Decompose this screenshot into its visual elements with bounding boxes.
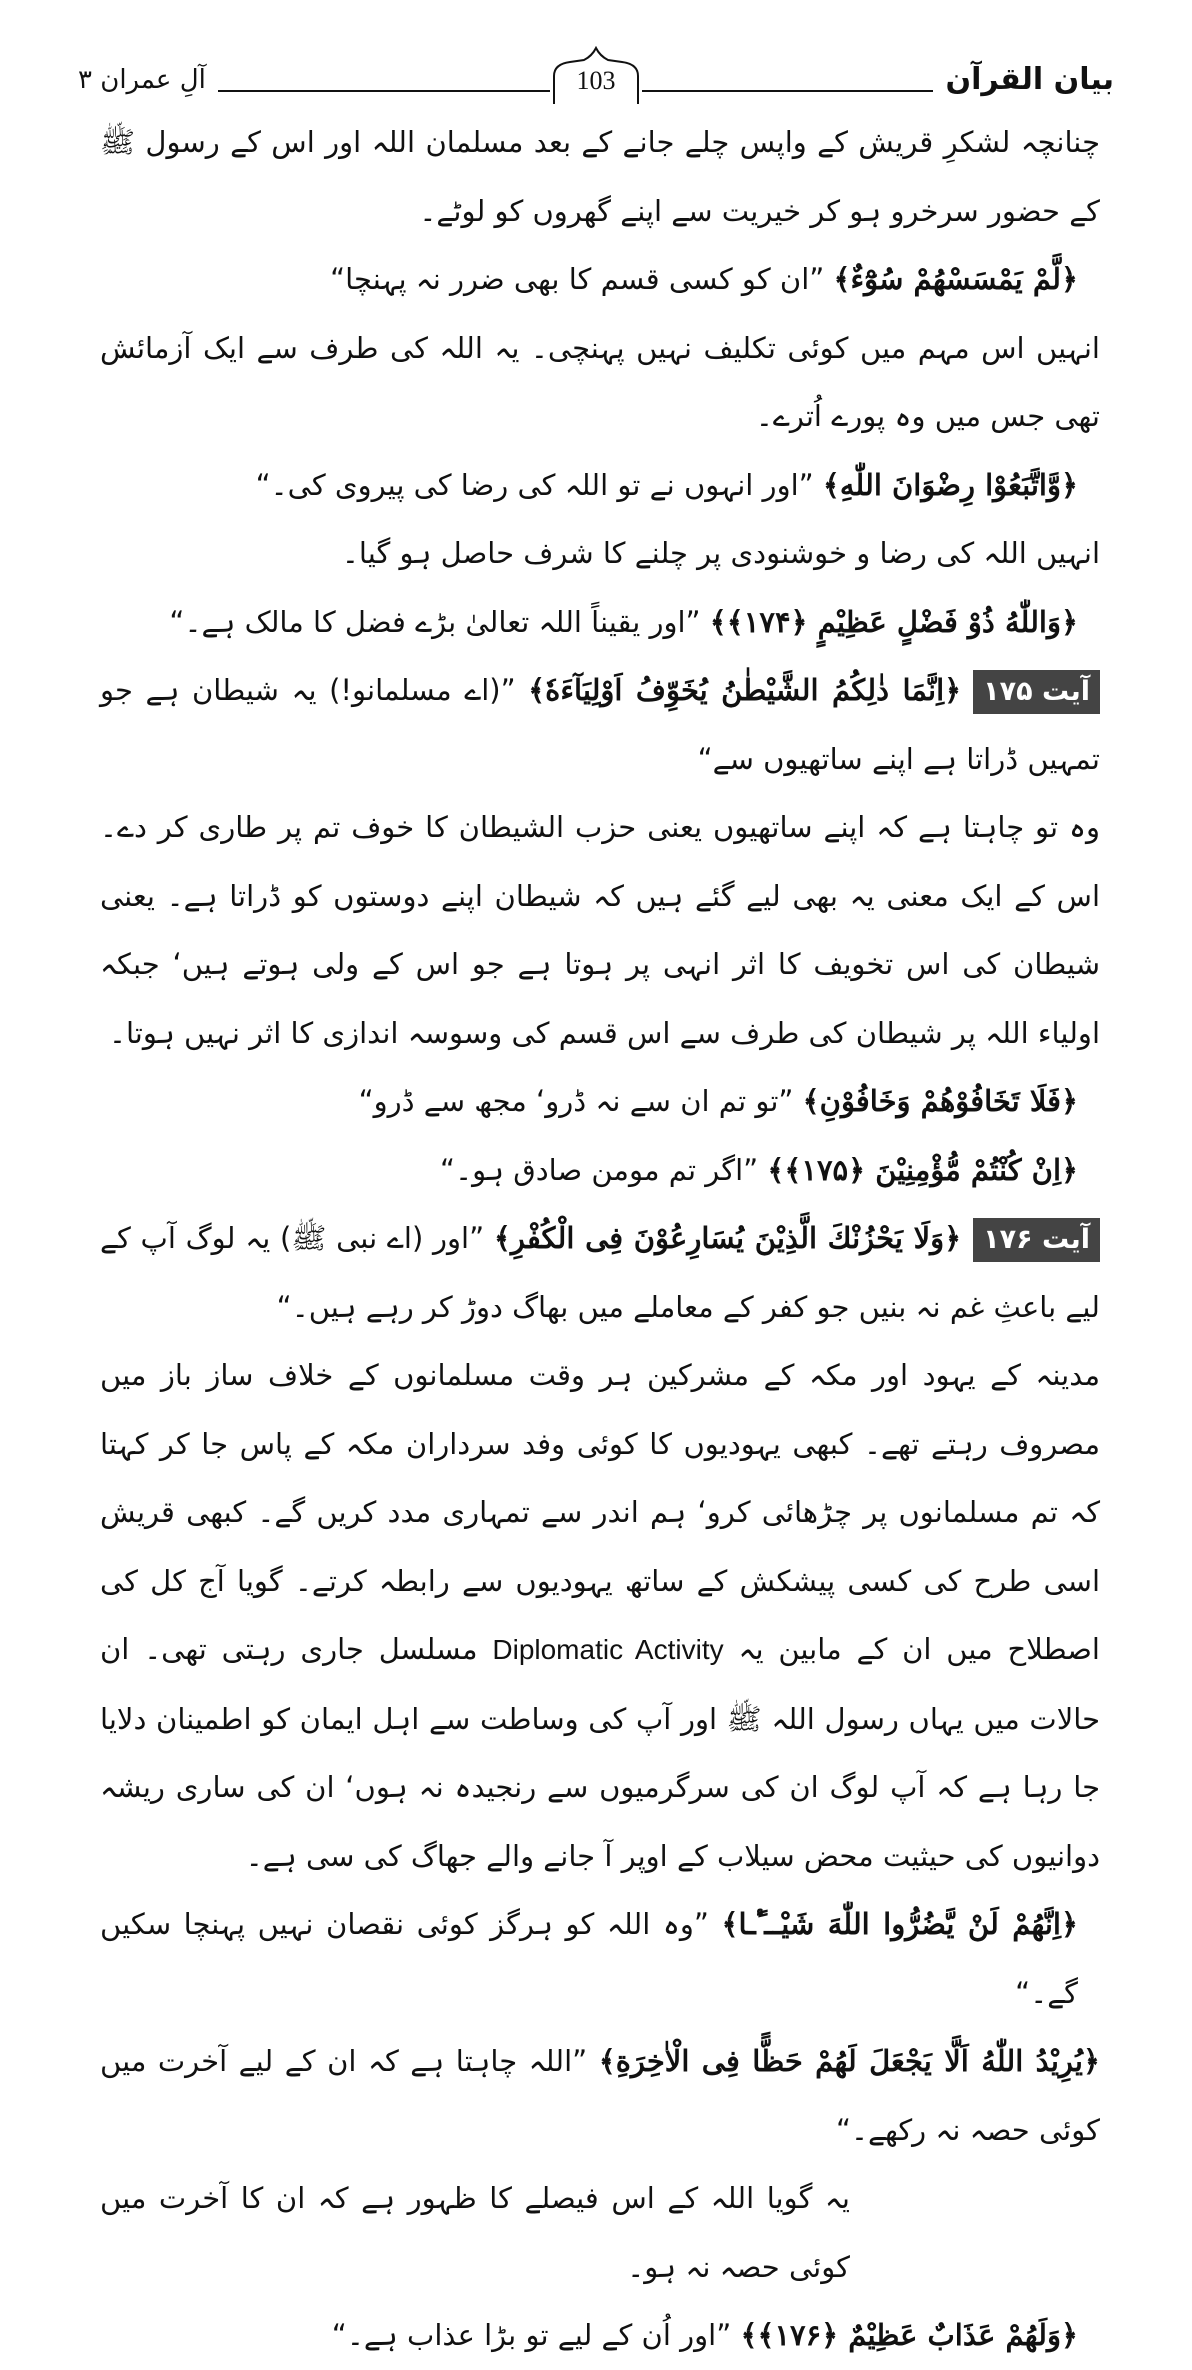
paragraph-6: یہ گویا اللہ کے اس فیصلے کا ظہور ہے کہ ان کا آخرت میں کوئی حصہ نہ ہو۔ [100, 2181, 850, 2284]
verse-translation: ”اور یقیناً اللہ تعالیٰ بڑے فضل کا مالک ہے۔“ [169, 604, 701, 639]
ayah-175-badge: آیت ۱۷۵ [973, 670, 1100, 714]
verse-arabic: وَلَهُمْ عَذَابٌ عَظِیْمٌ ﴿۱۷۶﴾ [757, 2318, 1061, 2352]
verse-translation: ”ان کو کسی قسم کا بھی ضرر نہ پہنچا“ [330, 262, 825, 296]
verse-arabic: وَاللّٰهُ ذُوْ فَضْلٍ عَظِیْمٍ ﴿۱۷۴﴾ [726, 604, 1061, 639]
verse-translation: ”اگر تم مومن صادق ہو۔“ [440, 1152, 759, 1187]
book-title: بیان القرآن [933, 60, 1114, 100]
bracket-close: ﴾ [802, 1084, 820, 1118]
verse-translation: ”وہ اللہ کو ہرگز کوئی نقصان نہیں پہنچا سکیں گے۔“ [100, 1907, 1078, 2010]
ayah-175-translation: ”(اے مسلمانو!) یہ شیطان ہے جو تمہیں ڈراتا ہے اپنے ساتھیوں سے“ [100, 673, 1100, 776]
bracket-open: ﴿ [1061, 262, 1078, 296]
verse-arabic: اِنَّهُمْ لَنْ یَّضُرُّوا اللّٰهَ شَیْــٴًـا [738, 1907, 1061, 1941]
verse-7 [100, 2027, 1100, 2164]
bracket-open: ﴿ [1061, 604, 1078, 639]
bracket-open: ﴿ [1061, 467, 1078, 502]
bracket-open: ﴿ [1061, 1084, 1078, 1118]
bracket-open: ﴿ [944, 1221, 962, 1255]
verse-translation: ”تو تم ان سے نہ ڈرو‘ مجھ سے ڈرو“ [358, 1084, 794, 1118]
verse-translation: ”اور اُن کے لیے تو بڑا عذاب ہے۔“ [331, 2318, 732, 2352]
bracket-close: ﴾ [767, 1152, 785, 1187]
verse-arabic: لَّمْ یَمْسَسْهُمْ سُوْٓءٌ [850, 262, 1061, 296]
bracket-close: ﴾ [721, 1907, 739, 1941]
paragraph-5-part-1: مدینہ کے یہود اور مکہ کے مشرکین ہر وقت مسلمانوں کے خلاف ساز باز میں مصروف رہتے تھے۔ کبھی یہودیوں کا کوئی وفد سرداران مکہ کے پاس جا کر کہتا کہ تم مسلمانوں پر چڑھائی کرو‘ ہم اندر سے تمہاری مدد کریں گے۔ کبھی قریش اسی طرح کی کسی پیشکش کے ساتھ یہودیوں سے رابطہ کرتے۔ گویا آج کل کی اصطلاح میں ان کے مابین یہ [100, 1358, 1100, 1666]
ayah-176 [100, 1204, 1100, 1341]
paragraph-4: وہ تو چاہتا ہے کہ اپنے ساتھیوں یعنی حزب الشیطان کا خوف تم پر طاری کر دے۔ اس کے ایک معنی یہ بھی لیے گئے ہیں کہ شیطان اپنے دوستوں کو ڈراتا ہے۔ یعنی شیطان کی اس تخویف کا اثر انہی پر ہوتا ہے جو اس کے ولی ہوتے ہیں‘ جبکہ اولیاء اللہ پر شیطان کی طرف سے اس قسم کی وسوسہ اندازی کا اثر نہیں ہوتا۔ [100, 810, 1100, 1050]
page-header [78, 38, 1114, 108]
verse-4 [100, 1067, 1100, 1136]
page-number-ornament [550, 46, 642, 106]
bracket-close: ﴾ [528, 673, 546, 707]
bracket-open: ﴿ [1061, 1907, 1078, 1941]
surah-name: آلِ عمران ۳ [78, 62, 218, 98]
ayah-176-badge: آیت ۱۷۶ [973, 1218, 1100, 1262]
page-number: 103 [576, 66, 616, 95]
paragraph-1: چنانچہ لشکرِ قریش کے واپس چلے جانے کے بعد مسلمان اللہ اور اس کے رسول ﷺ کے حضور سرخرو ہو کر خیریت سے اپنے گھروں کو لوٹے۔ [100, 125, 1100, 228]
ayah-175-arabic: اِنَّمَا ذٰلِكُمُ الشَّیْطٰنُ یُخَوِّفُ اَوْلِیَآءَهٗ [545, 673, 945, 707]
verse-translation: ”اور انہوں نے تو اللہ کی رضا کی پیروی کی۔“ [255, 467, 814, 502]
paragraph-3: انہیں اللہ کی رضا و خوشنودی پر چلنے کا شرف حاصل ہو گیا۔ [341, 536, 1100, 570]
verse-arabic: یُرِیْدُ اللّٰهُ اَلَّا یَجْعَلَ لَهُمْ حَظًّا فِی الْاٰخِرَةِ [615, 2044, 1084, 2078]
verse-1 [100, 245, 1100, 314]
english-term: Diplomatic Activity [492, 1634, 724, 1665]
bracket-open: ﴿ [1061, 2318, 1078, 2352]
ayah-175 [100, 656, 1100, 793]
bracket-open: ﴿ [1083, 2044, 1101, 2078]
verse-arabic: فَلَا تَخَافُوْهُمْ وَخَافُوْنِ [819, 1084, 1061, 1118]
bracket-close: ﴾ [493, 1221, 511, 1255]
bracket-open: ﴿ [944, 673, 962, 707]
verse-8 [100, 2301, 1100, 2370]
verse-3 [100, 588, 1100, 657]
verse-arabic: اِنْ كُنْتُمْ مُّؤْمِنِیْنَ ﴿۱۷۵﴾ [784, 1152, 1061, 1187]
verse-2 [100, 451, 1100, 520]
ayah-176-translation: ”اور (اے نبی ﷺ) یہ لوگ آپ کے لیے باعثِ غم نہ بنیں جو کفر کے معاملے میں بھاگ دوڑ کر رہے ہیں۔“ [100, 1221, 1100, 1324]
bracket-close: ﴾ [598, 2044, 616, 2078]
bracket-close: ﴾ [740, 2318, 758, 2352]
bracket-close: ﴾ [709, 604, 727, 639]
paragraph-5-part-2: مسلسل جاری رہتی تھی۔ ان حالات میں یہاں رسول اللہ ﷺ اور آپ کی وساطت سے اہل ایمان کو اطمینان دلایا جا رہا ہے کہ آپ لوگ ان کی سرگرمیوں سے رنجیدہ نہ ہوں‘ ان کی ساری ریشہ دوانیوں کی حیثیت محض سیلاب کے اوپر آ جانے والے جھاگ کی سی ہے۔ [100, 1632, 1100, 1873]
bracket-close: ﴾ [833, 262, 851, 296]
verse-translation: ”اللہ چاہتا ہے کہ ان کے لیے آخرت میں کوئی حصہ نہ رکھے۔“ [100, 2044, 1100, 2147]
bracket-close: ﴾ [822, 467, 840, 502]
paragraph-2: انہیں اس مہم میں کوئی تکلیف نہیں پہنچی۔ یہ اللہ کی طرف سے ایک آزمائش تھی جس میں وہ پورے اُترے۔ [100, 330, 1100, 433]
verse-arabic: وَّاتَّبَعُوْا رِضْوَانَ اللّٰهِ [839, 467, 1061, 502]
ayah-176-arabic: وَلَا یَحْزُنْكَ الَّذِیْنَ یُسَارِعُوْنَ فِی الْكُفْرِ [510, 1221, 945, 1255]
page-content [100, 108, 1100, 2370]
bracket-open: ﴿ [1061, 1152, 1078, 1187]
verse-5 [100, 1136, 1100, 1205]
paragraph-5 [100, 1341, 1100, 1890]
verse-6 [100, 1890, 1100, 2027]
